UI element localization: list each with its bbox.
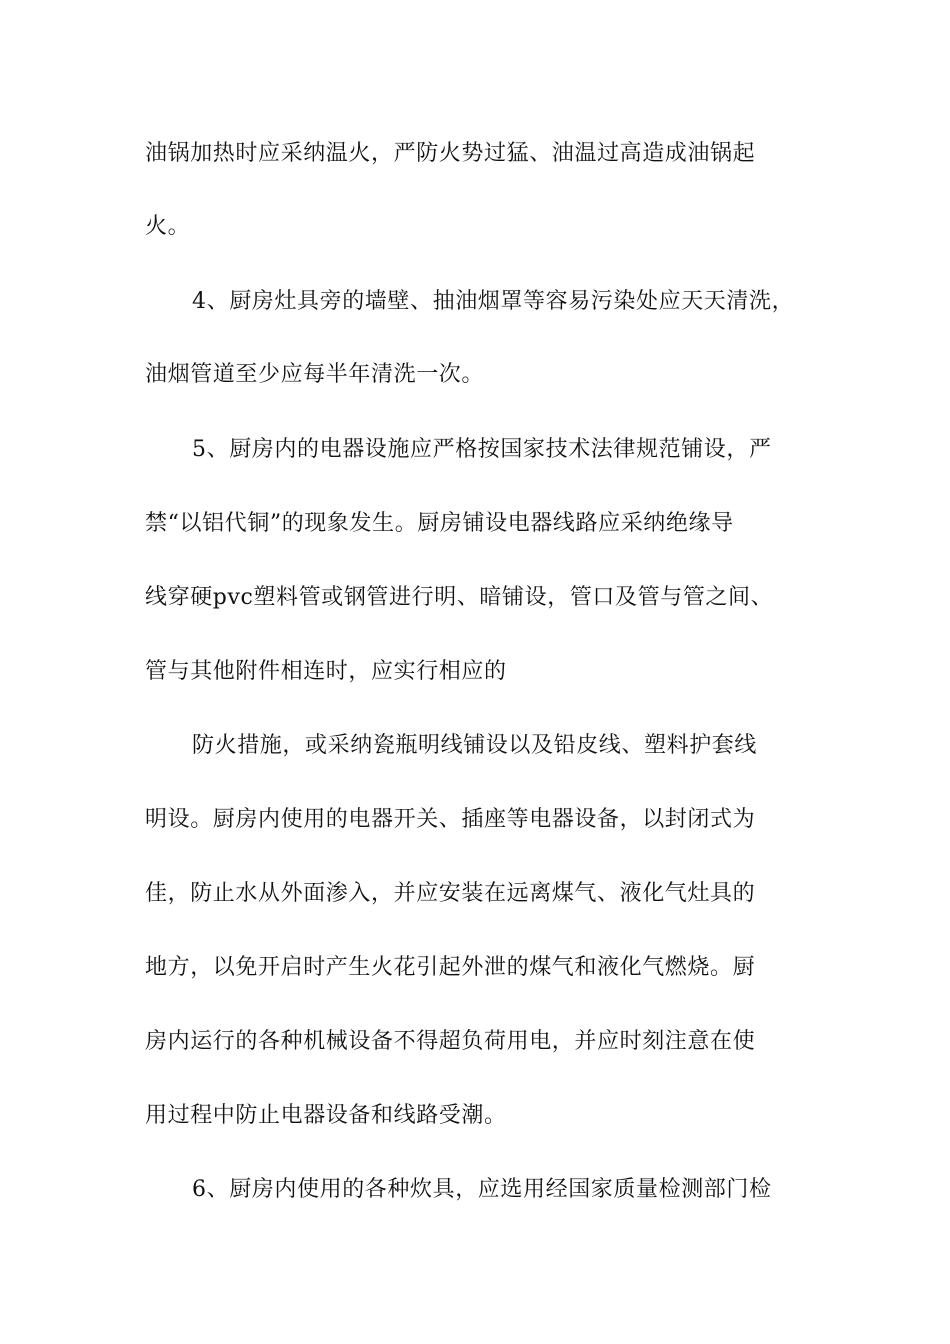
paragraph-line: 防火措施，或采纳瓷瓶明线铺设以及铅皮线、塑料护套线 bbox=[192, 733, 758, 758]
paragraph-line: 5、厨房内的电器设施应严格按国家技术法律规范铺设，严 bbox=[192, 437, 772, 462]
paragraph-line: 油烟管道至少应每半年清洗一次。 bbox=[145, 362, 485, 387]
paragraph-line: 油锅加热时应采纳温火，严防火势过猛、油温过高造成油锅起 bbox=[145, 141, 756, 166]
paragraph-line: 火。 bbox=[145, 214, 191, 239]
paragraph-line: 管与其他附件相连时，应实行相应的 bbox=[145, 659, 507, 684]
paragraph-line: 4、厨房灶具旁的墙壁、抽油烟罩等容易污染处应天天清洗， bbox=[192, 289, 795, 314]
paragraph-line: 线穿硬pvc塑料管或钢管进行明、暗铺设，管口及管与管之间、 bbox=[145, 585, 774, 610]
paragraph-line: 用过程中防止电器设备和线路受潮。 bbox=[145, 1103, 507, 1128]
paragraph-line: 6、厨房内使用的各种炊具，应选用经国家质量检测部门检 bbox=[192, 1177, 772, 1202]
paragraph-line: 佳，防止水从外面渗入，并应安装在远离煤气、液化气灶具的 bbox=[145, 881, 756, 906]
paragraph-line: 地方，以免开启时产生火花引起外泄的煤气和液化气燃烧。厨 bbox=[145, 955, 756, 980]
paragraph-line: 明设。厨房内使用的电器开关、插座等电器设备，以封闭式为 bbox=[145, 807, 756, 832]
paragraph-line: 房内运行的各种机械设备不得超负荷用电，并应时刻注意在使 bbox=[145, 1029, 756, 1054]
paragraph-line: 禁“以铝代铜”的现象发生。厨房铺设电器线路应采纳绝缘导 bbox=[145, 511, 734, 536]
